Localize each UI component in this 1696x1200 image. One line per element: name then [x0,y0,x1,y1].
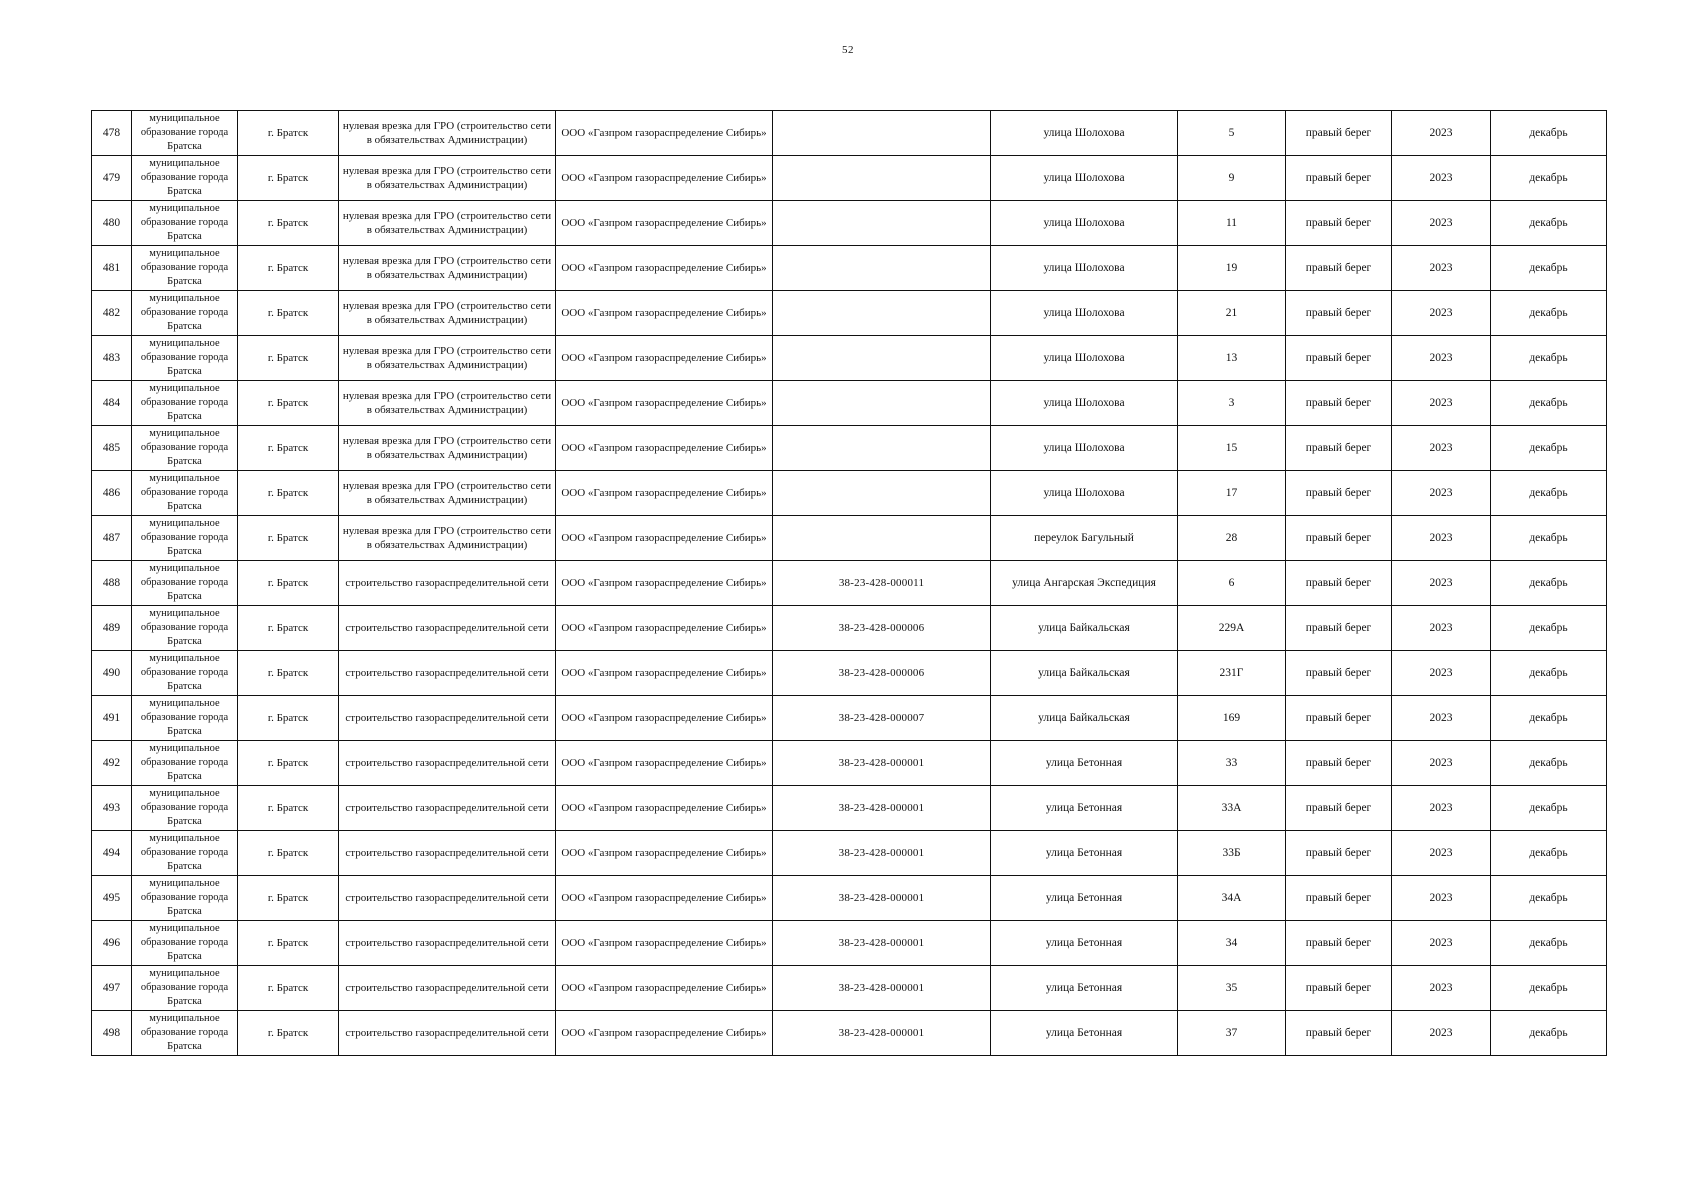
table-row [92,336,1607,381]
municipality-cell: муниципальное образование города Братска [132,741,238,786]
row-number: 492 [92,741,132,786]
river-bank-cell: правый берег [1286,246,1392,291]
work-type-cell: нулевая врезка для ГРО (строительство сети в обязательствах Администрации) [339,246,556,291]
street-cell: улица Ангарская Экспедиция [991,561,1178,606]
table-row [92,426,1607,471]
table-row [92,201,1607,246]
month-cell: декабрь [1491,561,1607,606]
month-cell: декабрь [1491,921,1607,966]
work-type-cell: строительство газораспределительной сети [339,831,556,876]
network-code-cell: 38-23-428-000007 [773,696,991,741]
year-cell: 2023 [1392,516,1491,561]
street-cell: переулок Багульный [991,516,1178,561]
year-cell: 2023 [1392,786,1491,831]
river-bank-cell: правый берег [1286,291,1392,336]
network-code-cell: 38-23-428-000011 [773,561,991,606]
house-number-cell: 9 [1178,156,1286,201]
year-cell: 2023 [1392,291,1491,336]
house-number-cell: 33А [1178,786,1286,831]
year-cell: 2023 [1392,831,1491,876]
operator-cell: ООО «Газпром газораспределение Сибирь» [556,516,773,561]
operator-cell: ООО «Газпром газораспределение Сибирь» [556,606,773,651]
house-number-cell: 15 [1178,426,1286,471]
row-number: 495 [92,876,132,921]
river-bank-cell: правый берег [1286,651,1392,696]
month-cell: декабрь [1491,1011,1607,1056]
month-cell: декабрь [1491,741,1607,786]
city-cell: г. Братск [238,1011,339,1056]
network-code-cell [773,336,991,381]
operator-cell: ООО «Газпром газораспределение Сибирь» [556,336,773,381]
city-cell: г. Братск [238,696,339,741]
municipality-cell: муниципальное образование города Братска [132,426,238,471]
table-row [92,291,1607,336]
river-bank-cell: правый берег [1286,201,1392,246]
work-type-cell: нулевая врезка для ГРО (строительство сети в обязательствах Администрации) [339,516,556,561]
street-cell: улица Бетонная [991,966,1178,1011]
city-cell: г. Братск [238,291,339,336]
operator-cell: ООО «Газпром газораспределение Сибирь» [556,381,773,426]
month-cell: декабрь [1491,786,1607,831]
river-bank-cell: правый берег [1286,561,1392,606]
municipality-cell: муниципальное образование города Братска [132,381,238,426]
month-cell: декабрь [1491,201,1607,246]
city-cell: г. Братск [238,336,339,381]
month-cell: декабрь [1491,471,1607,516]
network-code-cell: 38-23-428-000001 [773,786,991,831]
network-code-cell: 38-23-428-000001 [773,921,991,966]
street-cell: улица Шолохова [991,471,1178,516]
row-number: 484 [92,381,132,426]
row-number: 485 [92,426,132,471]
street-cell: улица Бетонная [991,786,1178,831]
row-number: 487 [92,516,132,561]
year-cell: 2023 [1392,426,1491,471]
city-cell: г. Братск [238,561,339,606]
work-type-cell: нулевая врезка для ГРО (строительство сети в обязательствах Администрации) [339,111,556,156]
river-bank-cell: правый берег [1286,516,1392,561]
operator-cell: ООО «Газпром газораспределение Сибирь» [556,156,773,201]
municipality-cell: муниципальное образование города Братска [132,786,238,831]
network-code-cell [773,291,991,336]
year-cell: 2023 [1392,966,1491,1011]
year-cell: 2023 [1392,336,1491,381]
municipality-cell: муниципальное образование города Братска [132,516,238,561]
month-cell: декабрь [1491,156,1607,201]
house-number-cell: 34 [1178,921,1286,966]
operator-cell: ООО «Газпром газораспределение Сибирь» [556,651,773,696]
city-cell: г. Братск [238,741,339,786]
municipality-cell: муниципальное образование города Братска [132,606,238,651]
row-number: 481 [92,246,132,291]
river-bank-cell: правый берег [1286,696,1392,741]
table-row [92,876,1607,921]
city-cell: г. Братск [238,786,339,831]
city-cell: г. Братск [238,831,339,876]
network-code-cell: 38-23-428-000001 [773,1011,991,1056]
operator-cell: ООО «Газпром газораспределение Сибирь» [556,111,773,156]
month-cell: декабрь [1491,516,1607,561]
row-number: 489 [92,606,132,651]
municipality-cell: муниципальное образование города Братска [132,336,238,381]
river-bank-cell: правый берег [1286,111,1392,156]
operator-cell: ООО «Газпром газораспределение Сибирь» [556,291,773,336]
row-number: 497 [92,966,132,1011]
page-number: 52 [842,44,854,56]
street-cell: улица Байкальская [991,696,1178,741]
house-number-cell: 6 [1178,561,1286,606]
table-row [92,741,1607,786]
city-cell: г. Братск [238,111,339,156]
work-type-cell: нулевая врезка для ГРО (строительство сети в обязательствах Администрации) [339,201,556,246]
river-bank-cell: правый берег [1286,786,1392,831]
year-cell: 2023 [1392,246,1491,291]
year-cell: 2023 [1392,876,1491,921]
house-number-cell: 3 [1178,381,1286,426]
city-cell: г. Братск [238,201,339,246]
network-code-cell: 38-23-428-000001 [773,876,991,921]
operator-cell: ООО «Газпром газораспределение Сибирь» [556,786,773,831]
street-cell: улица Шолохова [991,201,1178,246]
month-cell: декабрь [1491,651,1607,696]
month-cell: декабрь [1491,426,1607,471]
street-cell: улица Бетонная [991,741,1178,786]
street-cell: улица Байкальская [991,651,1178,696]
month-cell: декабрь [1491,831,1607,876]
table-row [92,561,1607,606]
city-cell: г. Братск [238,966,339,1011]
house-number-cell: 33 [1178,741,1286,786]
municipality-cell: муниципальное образование города Братска [132,651,238,696]
month-cell: декабрь [1491,291,1607,336]
house-number-cell: 19 [1178,246,1286,291]
work-type-cell: нулевая врезка для ГРО (строительство сети в обязательствах Администрации) [339,471,556,516]
street-cell: улица Шолохова [991,111,1178,156]
house-number-cell: 34А [1178,876,1286,921]
month-cell: декабрь [1491,336,1607,381]
year-cell: 2023 [1392,471,1491,516]
city-cell: г. Братск [238,156,339,201]
year-cell: 2023 [1392,921,1491,966]
city-cell: г. Братск [238,876,339,921]
row-number: 491 [92,696,132,741]
table-row [92,921,1607,966]
house-number-cell: 21 [1178,291,1286,336]
year-cell: 2023 [1392,651,1491,696]
city-cell: г. Братск [238,426,339,471]
network-code-cell [773,246,991,291]
house-number-cell: 35 [1178,966,1286,1011]
row-number: 493 [92,786,132,831]
operator-cell: ООО «Газпром газораспределение Сибирь» [556,201,773,246]
house-number-cell: 17 [1178,471,1286,516]
table-row [92,966,1607,1011]
table-row [92,471,1607,516]
work-type-cell: нулевая врезка для ГРО (строительство сети в обязательствах Администрации) [339,381,556,426]
month-cell: декабрь [1491,876,1607,921]
house-number-cell: 37 [1178,1011,1286,1056]
table-row [92,381,1607,426]
work-type-cell: строительство газораспределительной сети [339,921,556,966]
table-row [92,786,1607,831]
street-cell: улица Бетонная [991,1011,1178,1056]
river-bank-cell: правый берег [1286,876,1392,921]
network-code-cell [773,471,991,516]
work-type-cell: строительство газораспределительной сети [339,696,556,741]
municipality-cell: муниципальное образование города Братска [132,201,238,246]
city-cell: г. Братск [238,921,339,966]
work-type-cell: нулевая врезка для ГРО (строительство сети в обязательствах Администрации) [339,426,556,471]
year-cell: 2023 [1392,111,1491,156]
year-cell: 2023 [1392,606,1491,651]
month-cell: декабрь [1491,111,1607,156]
city-cell: г. Братск [238,651,339,696]
network-code-cell [773,111,991,156]
municipality-cell: муниципальное образование города Братска [132,921,238,966]
operator-cell: ООО «Газпром газораспределение Сибирь» [556,921,773,966]
river-bank-cell: правый берег [1286,471,1392,516]
street-cell: улица Шолохова [991,246,1178,291]
year-cell: 2023 [1392,741,1491,786]
city-cell: г. Братск [238,381,339,426]
street-cell: улица Байкальская [991,606,1178,651]
street-cell: улица Шолохова [991,336,1178,381]
work-type-cell: строительство газораспределительной сети [339,966,556,1011]
row-number: 490 [92,651,132,696]
municipality-cell: муниципальное образование города Братска [132,246,238,291]
row-number: 498 [92,1011,132,1056]
house-number-cell: 33Б [1178,831,1286,876]
municipality-cell: муниципальное образование города Братска [132,966,238,1011]
table-row [92,696,1607,741]
municipality-cell: муниципальное образование города Братска [132,291,238,336]
row-number: 478 [92,111,132,156]
month-cell: декабрь [1491,246,1607,291]
street-cell: улица Бетонная [991,831,1178,876]
city-cell: г. Братск [238,471,339,516]
river-bank-cell: правый берег [1286,831,1392,876]
registry-table [91,110,1607,1056]
year-cell: 2023 [1392,561,1491,606]
network-code-cell [773,516,991,561]
row-number: 479 [92,156,132,201]
house-number-cell: 13 [1178,336,1286,381]
operator-cell: ООО «Газпром газораспределение Сибирь» [556,831,773,876]
operator-cell: ООО «Газпром газораспределение Сибирь» [556,471,773,516]
operator-cell: ООО «Газпром газораспределение Сибирь» [556,426,773,471]
street-cell: улица Бетонная [991,921,1178,966]
network-code-cell: 38-23-428-000001 [773,831,991,876]
work-type-cell: строительство газораспределительной сети [339,1011,556,1056]
month-cell: декабрь [1491,381,1607,426]
house-number-cell: 5 [1178,111,1286,156]
month-cell: декабрь [1491,696,1607,741]
work-type-cell: нулевая врезка для ГРО (строительство сети в обязательствах Администрации) [339,156,556,201]
river-bank-cell: правый берег [1286,921,1392,966]
year-cell: 2023 [1392,696,1491,741]
row-number: 494 [92,831,132,876]
table-row [92,651,1607,696]
work-type-cell: строительство газораспределительной сети [339,651,556,696]
river-bank-cell: правый берег [1286,1011,1392,1056]
river-bank-cell: правый берег [1286,381,1392,426]
street-cell: улица Шолохова [991,381,1178,426]
operator-cell: ООО «Газпром газораспределение Сибирь» [556,966,773,1011]
operator-cell: ООО «Газпром газораспределение Сибирь» [556,246,773,291]
municipality-cell: муниципальное образование города Братска [132,111,238,156]
table-row [92,156,1607,201]
street-cell: улица Шолохова [991,156,1178,201]
network-code-cell: 38-23-428-000001 [773,741,991,786]
house-number-cell: 169 [1178,696,1286,741]
house-number-cell: 28 [1178,516,1286,561]
table-row [92,516,1607,561]
network-code-cell [773,381,991,426]
work-type-cell: нулевая врезка для ГРО (строительство сети в обязательствах Администрации) [339,291,556,336]
river-bank-cell: правый берег [1286,966,1392,1011]
operator-cell: ООО «Газпром газораспределение Сибирь» [556,1011,773,1056]
municipality-cell: муниципальное образование города Братска [132,561,238,606]
river-bank-cell: правый берег [1286,336,1392,381]
house-number-cell: 231Г [1178,651,1286,696]
house-number-cell: 229А [1178,606,1286,651]
operator-cell: ООО «Газпром газораспределение Сибирь» [556,561,773,606]
municipality-cell: муниципальное образование города Братска [132,831,238,876]
city-cell: г. Братск [238,606,339,651]
street-cell: улица Бетонная [991,876,1178,921]
network-code-cell: 38-23-428-000001 [773,966,991,1011]
network-code-cell [773,426,991,471]
work-type-cell: строительство газораспределительной сети [339,741,556,786]
city-cell: г. Братск [238,246,339,291]
row-number: 482 [92,291,132,336]
work-type-cell: строительство газораспределительной сети [339,606,556,651]
table-row [92,246,1607,291]
network-code-cell: 38-23-428-000006 [773,651,991,696]
row-number: 496 [92,921,132,966]
table-row [92,606,1607,651]
year-cell: 2023 [1392,201,1491,246]
street-cell: улица Шолохова [991,426,1178,471]
year-cell: 2023 [1392,1011,1491,1056]
table-row [92,831,1607,876]
registry-rows [92,111,1607,1056]
row-number: 483 [92,336,132,381]
work-type-cell: нулевая врезка для ГРО (строительство сети в обязательствах Администрации) [339,336,556,381]
network-code-cell [773,201,991,246]
municipality-cell: муниципальное образование города Братска [132,876,238,921]
street-cell: улица Шолохова [991,291,1178,336]
row-number: 488 [92,561,132,606]
municipality-cell: муниципальное образование города Братска [132,471,238,516]
table-row [92,111,1607,156]
operator-cell: ООО «Газпром газораспределение Сибирь» [556,696,773,741]
year-cell: 2023 [1392,156,1491,201]
operator-cell: ООО «Газпром газораспределение Сибирь» [556,741,773,786]
city-cell: г. Братск [238,516,339,561]
river-bank-cell: правый берег [1286,156,1392,201]
river-bank-cell: правый берег [1286,426,1392,471]
table-row [92,1011,1607,1056]
row-number: 480 [92,201,132,246]
house-number-cell: 11 [1178,201,1286,246]
work-type-cell: строительство газораспределительной сети [339,876,556,921]
network-code-cell [773,156,991,201]
year-cell: 2023 [1392,381,1491,426]
month-cell: декабрь [1491,966,1607,1011]
municipality-cell: муниципальное образование города Братска [132,1011,238,1056]
municipality-cell: муниципальное образование города Братска [132,156,238,201]
municipality-cell: муниципальное образование города Братска [132,696,238,741]
work-type-cell: строительство газораспределительной сети [339,561,556,606]
work-type-cell: строительство газораспределительной сети [339,786,556,831]
row-number: 486 [92,471,132,516]
operator-cell: ООО «Газпром газораспределение Сибирь» [556,876,773,921]
network-code-cell: 38-23-428-000006 [773,606,991,651]
river-bank-cell: правый берег [1286,606,1392,651]
month-cell: декабрь [1491,606,1607,651]
river-bank-cell: правый берег [1286,741,1392,786]
